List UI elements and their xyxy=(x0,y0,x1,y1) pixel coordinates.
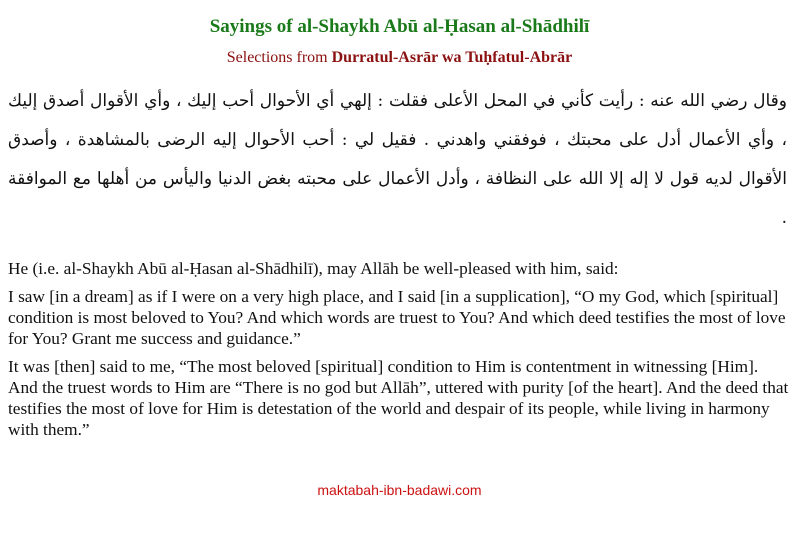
english-translation xyxy=(8,258,789,447)
page-title: Sayings of al-Shaykh Abū al-Ḥasan al-Shādhilī xyxy=(209,16,590,37)
translation-paragraph-1: I saw [in a dream] as if I were on a very high place, and I said [in a supplication], “O my God, which [spiritual] condition is most beloved to You? And which words are truest to You? And which deed testifies the most of love for You? Grant me success and guidance.” xyxy=(8,287,786,348)
translation-paragraph-2: It was [then] said to me, “The most beloved [spiritual] condition to Him is contentment in witnessing [Him]. And the truest words to Him are “There is no god but Allāh”, uttered with purity [of the heart]. And the deed that testifies the most of love for Him is detestation of the world and despair of its people, while living in harmony with them.” xyxy=(8,357,789,439)
subtitle-prefix: Selections from xyxy=(226,49,332,66)
footer-site-link[interactable]: maktabah-ibn-badawi.com xyxy=(317,482,482,498)
translation-intro: He (i.e. al-Shaykh Abū al-Ḥasan al-Shādhilī), may Allāh be well-pleased with him, said: xyxy=(8,259,619,278)
page-subtitle xyxy=(0,49,799,67)
arabic-passage: وقال رضي الله عنه : رأيت كأني في المحل الأعلى فقلت : إلهي أي الأحوال أحب إليك ، وأي الأقوال أصدق إليك ، وأي الأعمال أدل على محبتك ، فوفقني واهدني . فقيل لي : أحب الأحوال إليه الرضى بالمشاهدة ، وأصدق الأقوال لديه قول لا إله إلا الله على النظافة ، وأدل الأعمال على محبته بغض الدنيا واليأس من أهلها مع الموافقة . xyxy=(8,91,787,228)
book-title: Durratul-Asrār wa Tuḥfatul-Abrār xyxy=(331,49,573,66)
